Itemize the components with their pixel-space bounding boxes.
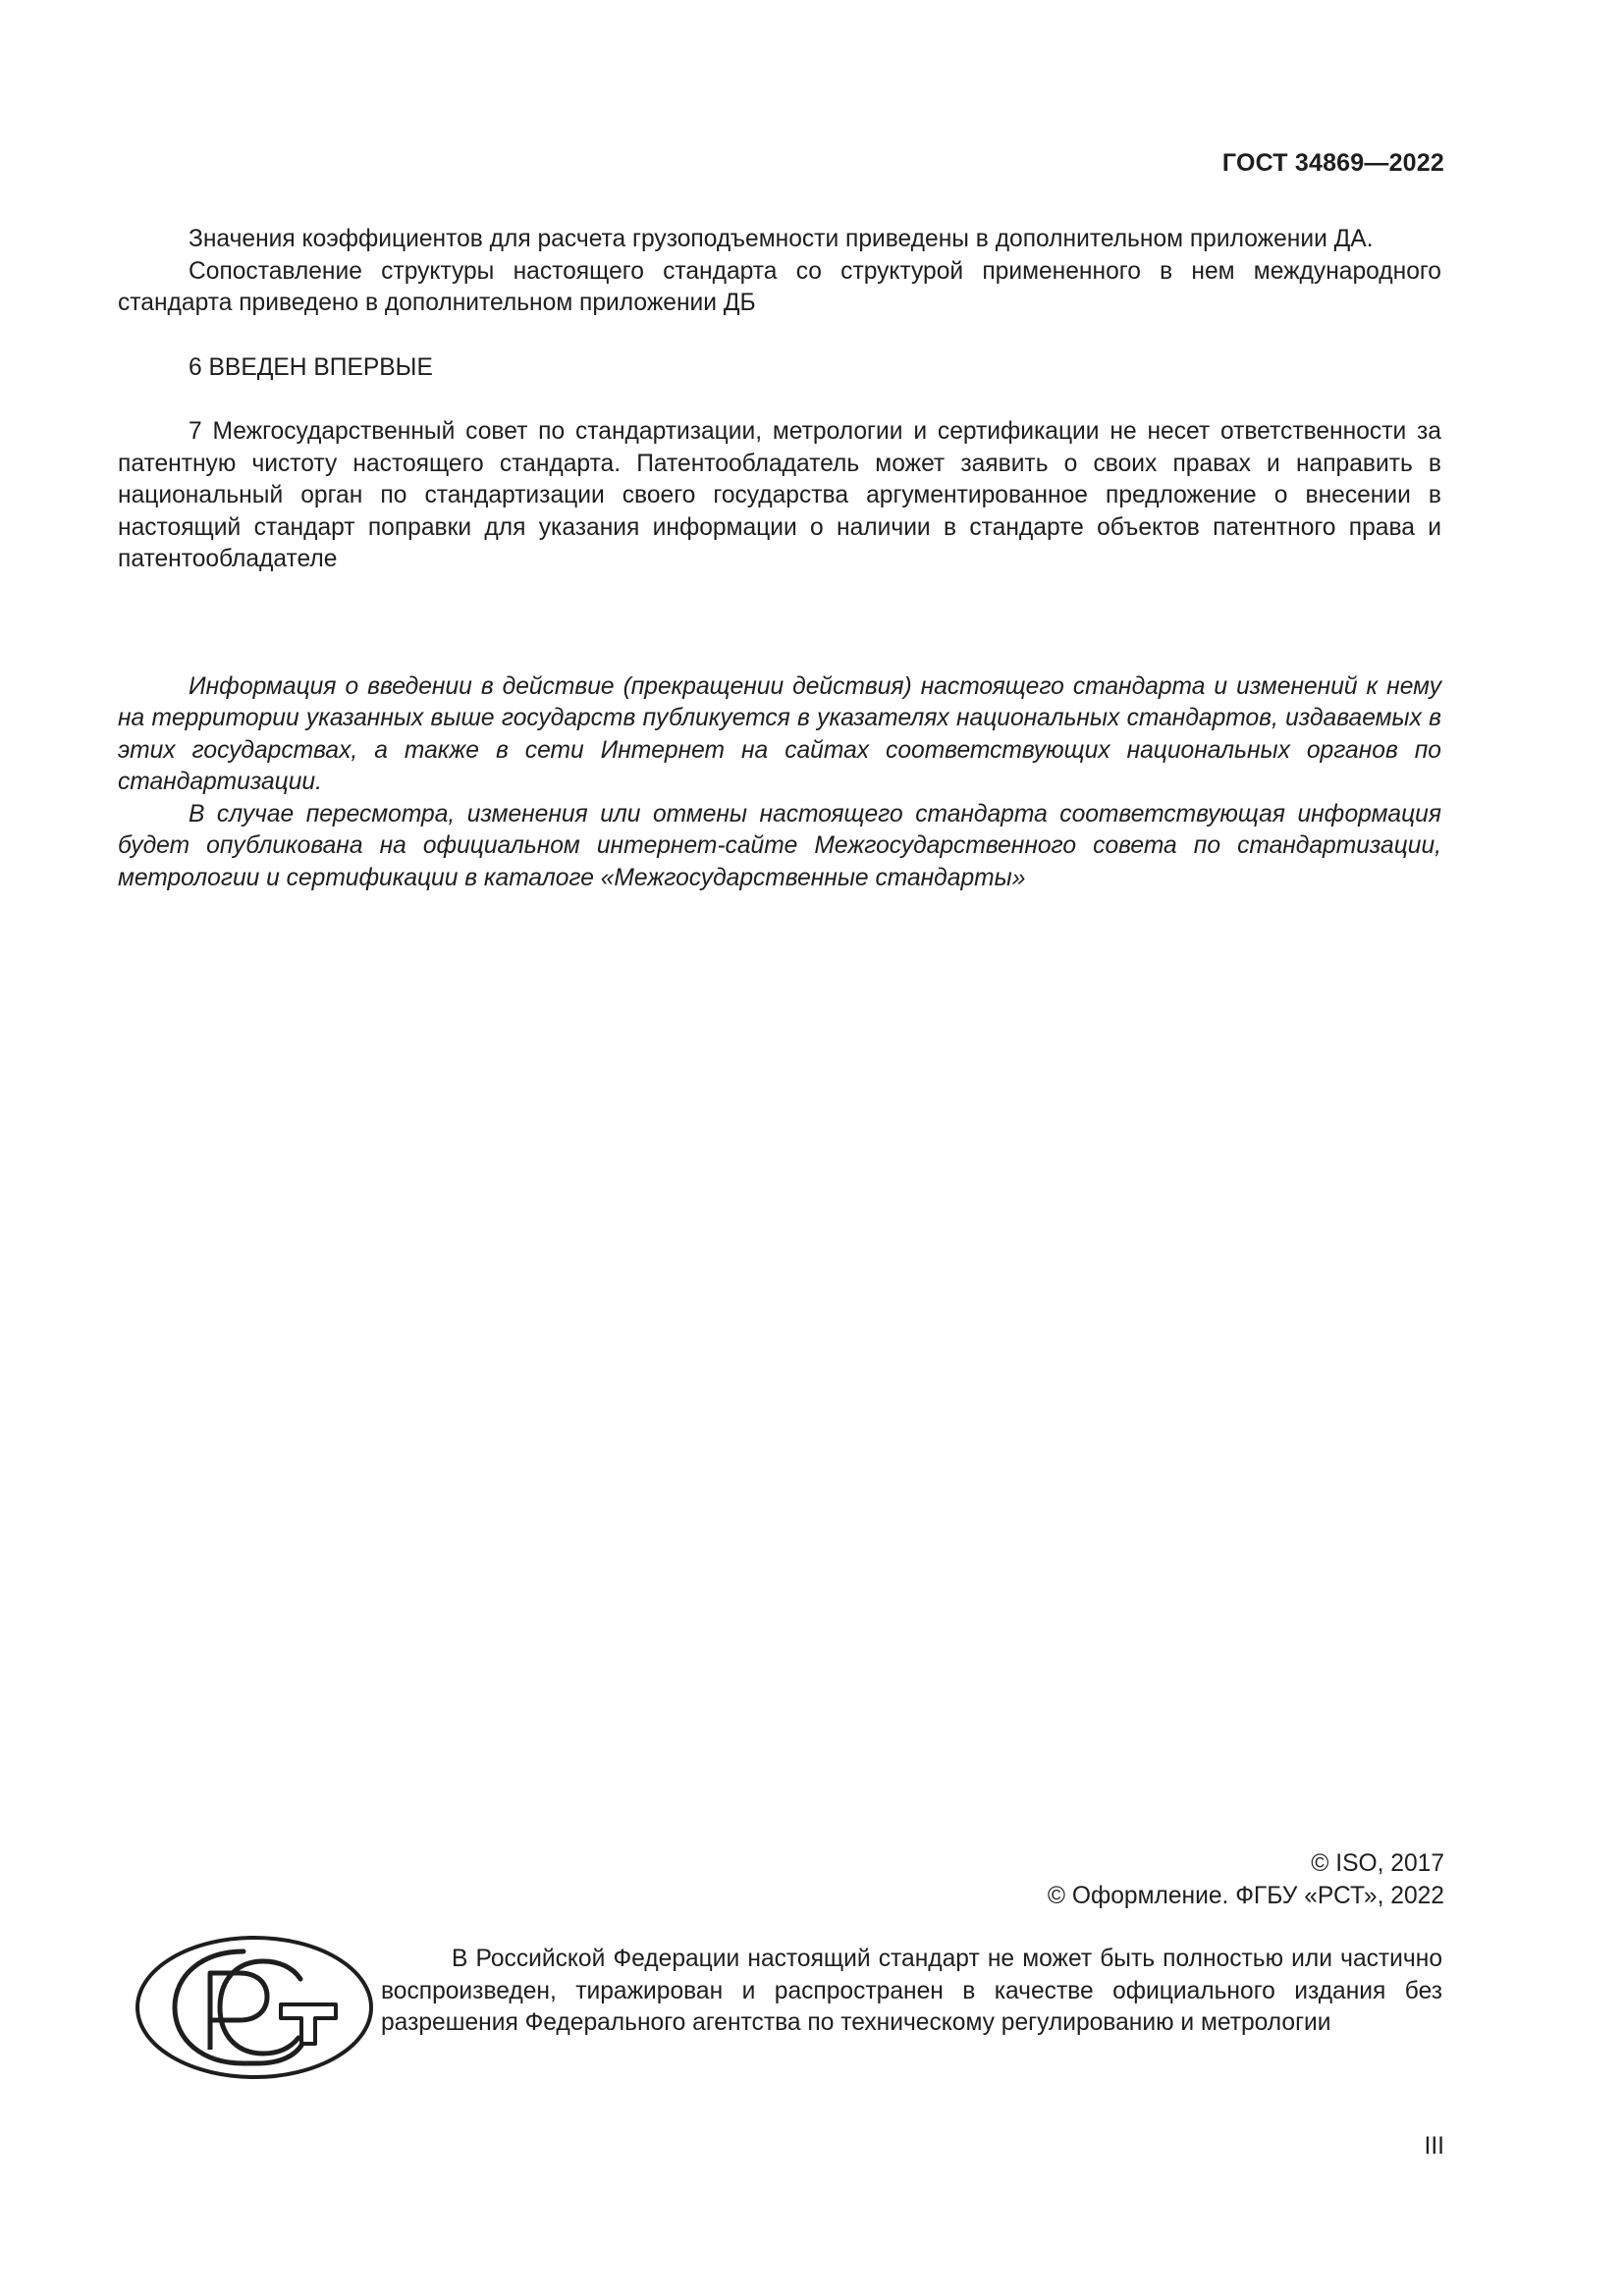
copyright-block [1048, 1847, 1444, 1912]
paragraph-introduced-first: 6 ВВЕДЕН ВПЕРВЫЕ [189, 353, 433, 381]
page-number: III [1424, 2133, 1444, 2160]
rst-logo-icon [134, 1934, 375, 2081]
reproduction-notice: В Российской Федерации настоящий стандарт не может быть полностью или частично воспроизведен, тиражирован и распространен в качестве официального издания без разрешения Федерального агентства по техническому регулированию и метрологии [381, 1946, 1442, 2036]
paragraph-patent-notice: 7 Межгосударственный совет по стандартизации, метрологии и сертификации не несет ответственности за патентную чистоту настоящего стандарта. Патентообладатель может заявить о своих правах и направить в национальный орган по стандартизации своего государства аргументированное предложение о внесении в настоящий стандарт поправки для указания информации о наличии в стандарте объектов патентного права и патентообладателе [118, 418, 1441, 572]
paragraph-structure-comparison: Сопоставление структуры настоящего стандарта со структурой примененного в нем международного стандарта приведено в дополнительном приложении ДБ [118, 257, 1441, 316]
paragraph-info-revision: В случае пересмотра, изменения или отмены настоящего стандарта соответствующая информация будет опубликована на официальном интернет-сайте Межгосударственного совета по стандартизации, метрологии и сертификации в каталоге «Межгосударственные стандарты» [118, 800, 1441, 891]
document-header-id: ГОСТ 34869—2022 [1221, 149, 1444, 177]
copyright-design: © Оформление. ФГБУ «РСТ», 2022 [1047, 1883, 1444, 1909]
paragraph-info-enactment: Информация о введении в действие (прекращении действия) настоящего стандарта и изменений к нему на территории указанных выше государств публикуется в указателях национальных стандартов, издаваемых в этих государствах, а также в сети Интернет на сайтах соответствующих национальных органов по стандартизации. [118, 672, 1441, 795]
paragraph-coefficients: Значения коэффициентов для расчета грузоподъемности приведены в дополнительном приложении ДА. [189, 226, 1374, 252]
copyright-iso: © ISO, 2017 [1311, 1850, 1444, 1877]
main-content [118, 224, 1441, 894]
